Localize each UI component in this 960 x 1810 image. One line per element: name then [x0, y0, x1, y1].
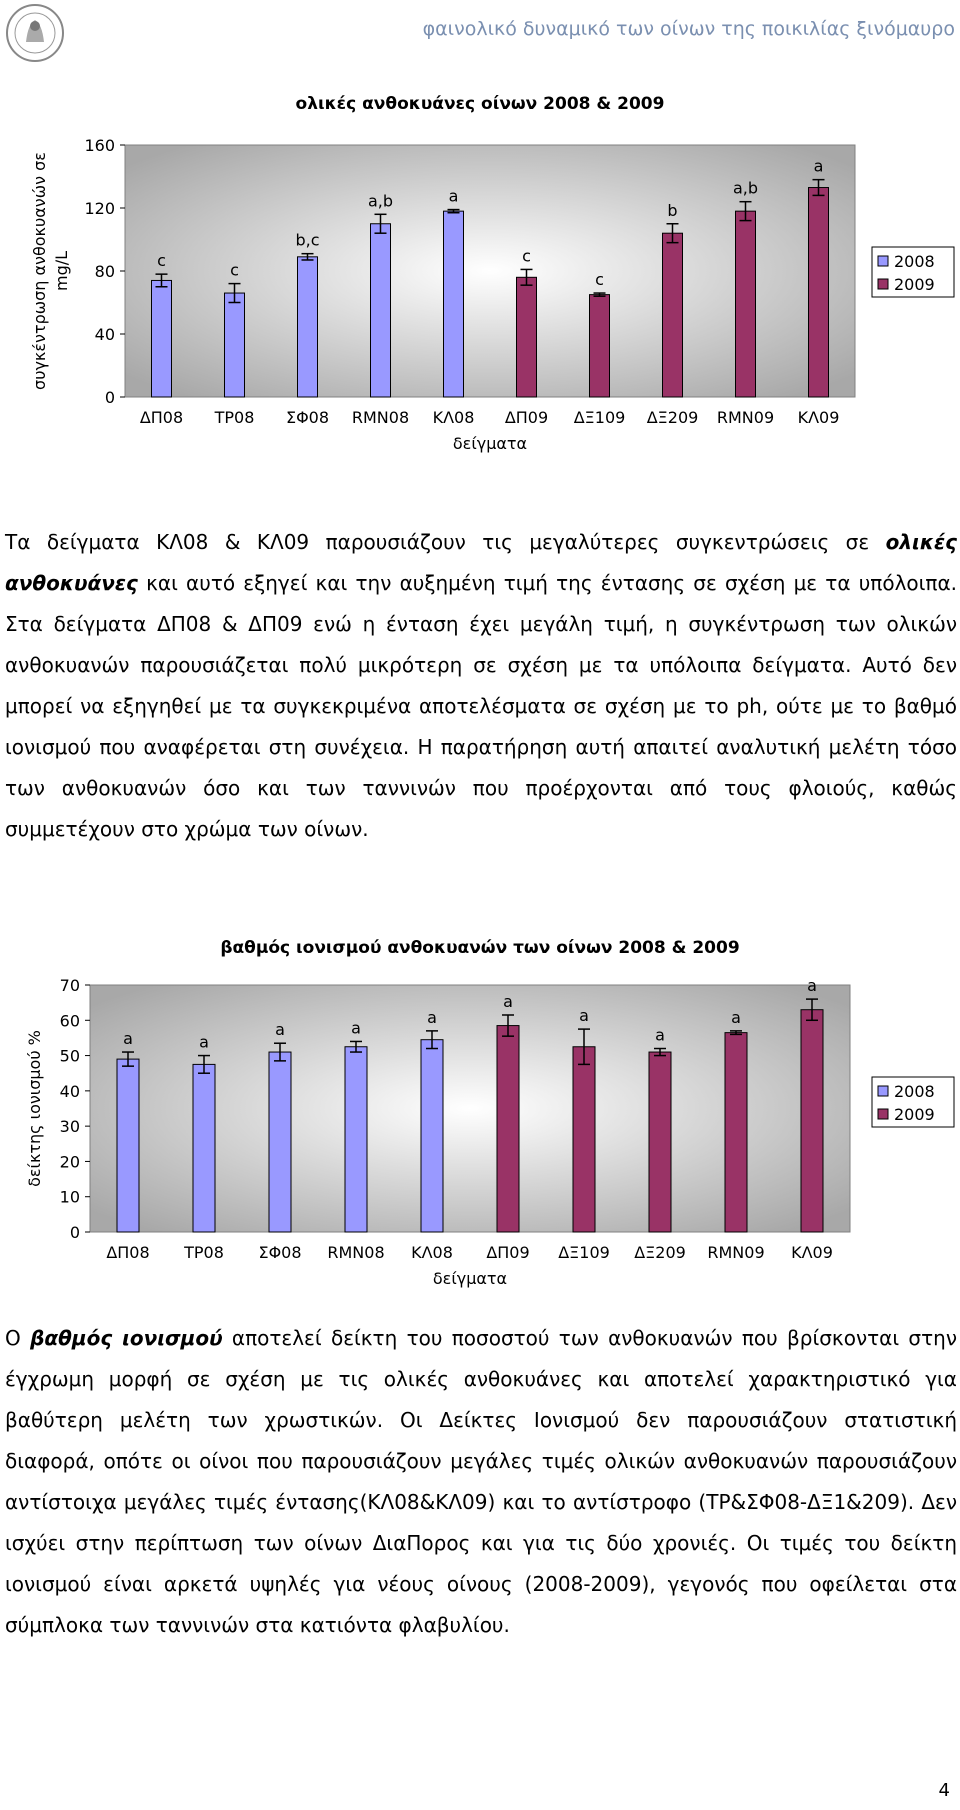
- y-tick-label: 0: [104, 388, 115, 407]
- chart-ionization-degree: [0, 965, 960, 1300]
- paragraph-total-anthocyanins: [5, 522, 957, 850]
- y-tick-label: 60: [59, 1011, 80, 1031]
- y-tick-label: 40: [94, 325, 115, 344]
- p2-rest: αποτελεί δείκτη του ποσοστού των ανθοκυανών που βρίσκονται στην έγχρωμη μορφή σε σχέση με τις ολικές ανθοκυάνες και αποτελεί χαρακτηριστικό για βαθύτερη μελέτη των χρωστικών. Οι Δείκτες Ιονισμού δεν παρουσιάζουν στατιστική διαφορά, οπότε οι οίνοι που παρουσιάζουν μεγάλες τιμές ολικών ανθοκυανών παρουσιάζουν αντίστοιχα μεγάλες τιμές έντασης(ΚΛ08&ΚΛ09) και το αντίστροφο (ΤΡ&ΣΦ08-ΔΞ1&209). Δεν ισχύει στην περίπτωση των οίνων ΔιαΠορος και για τις δύο χρονιές. Οι τιμές του δείκτη ιονισμού είναι αρκετά υψηλές για νέους οίνους (2008-2009), γεγονός που οφείλεται στα σύμπλοκα των ταννινών στα κατιόντα φλαβυλίου.: [5, 1326, 957, 1637]
- significance-label: a: [579, 1006, 589, 1026]
- bar: [497, 1026, 519, 1232]
- significance-label: a: [813, 156, 824, 176]
- category-label: ΔΞ109: [558, 1243, 610, 1262]
- category-label: ΔΠ08: [139, 408, 184, 427]
- y-tick-label: 30: [59, 1117, 80, 1137]
- y-axis-label: συγκέντρωση ανθοκυανών σε mg/L: [30, 152, 71, 390]
- bar: [152, 280, 172, 397]
- legend-label: 2008: [894, 1082, 935, 1101]
- bar: [517, 277, 537, 397]
- bar: [269, 1052, 291, 1232]
- significance-label: a: [448, 186, 459, 206]
- bar: [371, 224, 391, 397]
- legend-swatch: [878, 256, 888, 266]
- category-label: ΤΡ08: [184, 1243, 224, 1262]
- p1-line1: Τα δείγματα ΚΛ08 & ΚΛ09 παρουσιάζουν τις μεγαλύτερες συγκεντρώσεις σε: [5, 530, 870, 554]
- bar: [809, 188, 829, 397]
- category-label: ΤΡ08: [214, 408, 255, 427]
- significance-label: c: [157, 251, 166, 271]
- significance-label: a: [655, 1025, 665, 1045]
- category-label: ΚΛ08: [432, 408, 475, 427]
- y-tick-label: 10: [59, 1187, 80, 1207]
- category-label: ΣΦ08: [285, 408, 330, 427]
- chart2-title: βαθμός ιονισμού ανθοκυανών των οίνων 2008 & 2009: [220, 938, 740, 958]
- p1-emphasis: ολικές ανθοκυάνες: [5, 530, 958, 595]
- legend-swatch: [878, 1086, 888, 1096]
- bar: [345, 1047, 367, 1232]
- bar: [649, 1052, 671, 1232]
- university-seal-logo: [4, 2, 66, 64]
- y-tick-label: 160: [84, 136, 115, 155]
- chart1-title: ολικές ανθοκυάνες οίνων 2008 & 2009: [295, 94, 665, 114]
- category-label: ΔΠ08: [106, 1243, 150, 1262]
- y-tick-label: 70: [59, 976, 80, 995]
- legend-label: 2008: [894, 252, 935, 271]
- category-label: ΣΦ08: [258, 1243, 302, 1262]
- significance-label: c: [230, 260, 239, 280]
- bar: [801, 1010, 823, 1232]
- legend-label: 2009: [894, 275, 935, 294]
- y-tick-label: 80: [94, 262, 115, 281]
- p1-rest: με τα υπόλοιπα. Στα δείγματα ΔΠ08 & ΔΠ09 ενώ η ένταση έχει μεγάλη τιμή, η συγκέντρωση των ολικών ανθοκυανών παρουσιάζεται πολύ μικρότερη σε σχέση με τα υπόλοιπα δείγματα. Αυτό δεν μπορεί να εξηγηθεί με τα συγκεκριμένα αποτελέσματα σε σχέση με το ph, ούτε με το βαθμό ιονισμού που αναφέρεται στη συνέχεια. Η παρατήρηση αυτή απαιτεί αναλυτική μελέτη τόσο των ανθοκυανών όσο και των ταννινών που προέρχονται από τους φλοιούς, καθώς συμμετέχουν στο χρώμα των οίνων.: [5, 571, 958, 841]
- legend-swatch: [878, 279, 888, 289]
- legend-label: 2009: [894, 1105, 935, 1124]
- p1-line2: και αυτό εξηγεί και την αυξημένη τιμή της έντασης σε σχέση: [137, 571, 786, 595]
- bar: [444, 211, 464, 397]
- significance-label: a: [503, 991, 513, 1011]
- running-header: φαινολικό δυναμικό των οίνων της ποικιλίας ξινόμαυρο: [422, 18, 955, 40]
- significance-label: a: [123, 1029, 133, 1049]
- y-tick-label: 50: [59, 1046, 80, 1066]
- p2-lead: Ο: [5, 1326, 31, 1350]
- significance-label: a: [807, 976, 817, 996]
- bar: [736, 211, 756, 397]
- p2-emphasis: βαθμός ιονισμού: [30, 1326, 223, 1350]
- bar: [725, 1033, 747, 1232]
- category-label: ΚΛ09: [797, 408, 840, 427]
- category-label: ΔΞ209: [646, 408, 699, 427]
- chart-total-anthocyanins: [0, 120, 960, 470]
- significance-label: c: [595, 270, 604, 290]
- bar: [663, 233, 683, 397]
- significance-label: a,b: [367, 191, 394, 211]
- page-number: 4: [938, 1780, 950, 1801]
- category-label: ΚΛ08: [411, 1243, 453, 1262]
- y-tick-label: 0: [69, 1223, 80, 1242]
- category-label: ΔΞ209: [634, 1243, 686, 1262]
- significance-label: a: [731, 1007, 741, 1027]
- category-label: RMN08: [351, 408, 410, 427]
- legend-swatch: [878, 1109, 888, 1119]
- x-axis-label: δείγματα: [432, 1269, 508, 1288]
- bar: [117, 1059, 139, 1232]
- y-tick-label: 20: [59, 1152, 80, 1172]
- bar: [590, 295, 610, 397]
- x-axis-label: δείγματα: [452, 434, 528, 453]
- category-label: ΚΛ09: [791, 1243, 833, 1262]
- bar: [193, 1064, 215, 1232]
- category-label: RMN09: [716, 408, 775, 427]
- significance-label: c: [522, 246, 531, 266]
- significance-label: b,c: [295, 230, 320, 250]
- significance-label: a: [199, 1032, 209, 1052]
- significance-label: a: [427, 1007, 437, 1027]
- bar: [298, 257, 318, 397]
- y-tick-label: 120: [84, 199, 115, 218]
- significance-label: a: [351, 1018, 361, 1038]
- paragraph-ionization-degree: [5, 1318, 957, 1646]
- category-label: ΔΠ09: [504, 408, 549, 427]
- y-axis-label: δείκτης ιονισμού %: [25, 1030, 44, 1187]
- bar: [421, 1040, 443, 1232]
- bar: [225, 293, 245, 397]
- significance-label: b: [667, 200, 678, 220]
- category-label: ΔΞ109: [573, 408, 626, 427]
- y-tick-label: 40: [59, 1081, 80, 1101]
- bar: [573, 1047, 595, 1232]
- significance-label: a: [275, 1020, 285, 1040]
- category-label: RMN09: [707, 1243, 765, 1262]
- significance-label: a,b: [732, 178, 759, 198]
- category-label: ΔΠ09: [486, 1243, 530, 1262]
- category-label: RMN08: [327, 1243, 385, 1262]
